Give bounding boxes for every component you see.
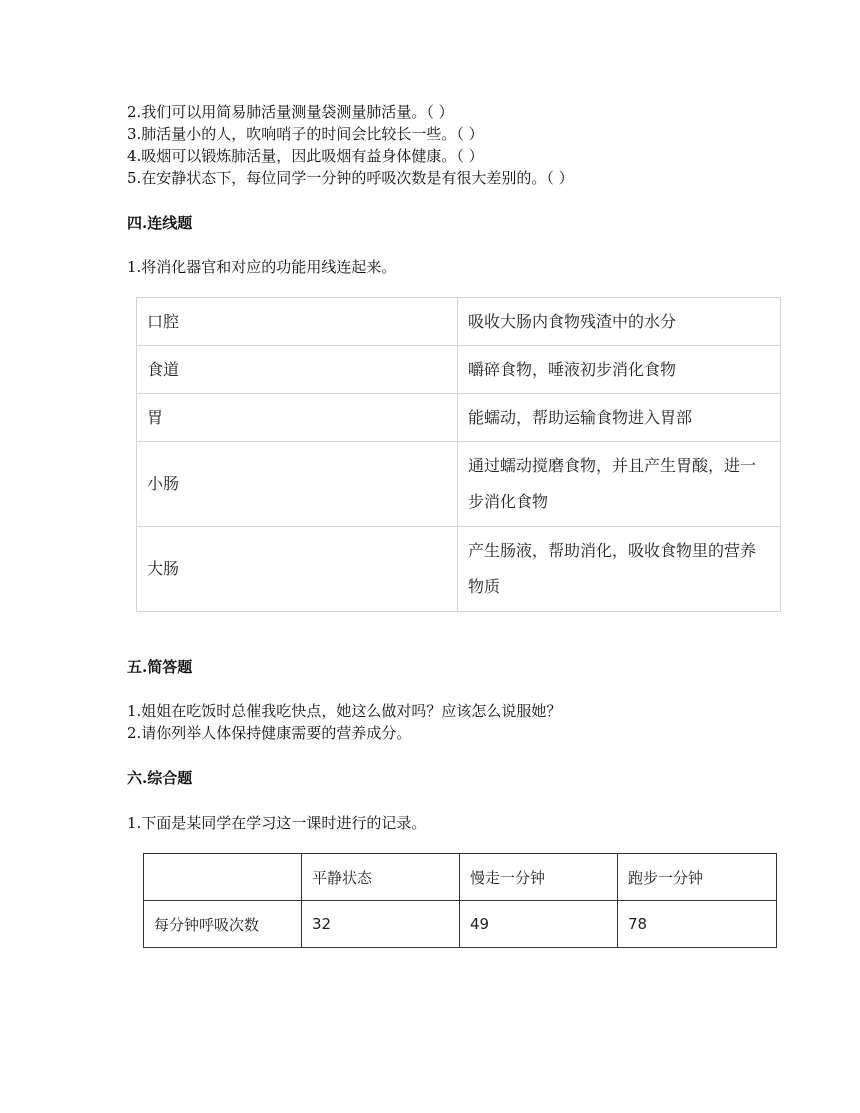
row-label-cell: 每分钟呼吸次数 — [144, 901, 302, 948]
function-cell: 嚼碎食物，唾液初步消化食物 — [458, 346, 781, 394]
record-table — [143, 853, 777, 948]
table-header-row — [144, 854, 777, 901]
organ-cell: 胃 — [137, 394, 458, 442]
matching-table — [136, 297, 781, 612]
table-row — [137, 394, 781, 442]
question-3-3: 3.肺活量小的人，吹响哨子的时间会比较长一些。（ ） — [127, 125, 484, 143]
function-cell: 吸收大肠内食物残渣中的水分 — [458, 298, 781, 346]
table-row — [137, 527, 781, 612]
question-3-2: 2.我们可以用简易肺活量测量袋测量肺活量。（ ） — [127, 103, 454, 121]
question-3-4: 4.吸烟可以锻炼肺活量，因此吸烟有益身体健康。（ ） — [127, 147, 484, 165]
question-5-1: 1.姐姐在吃饭时总催我吃快点，她这么做对吗？应该怎么说服她？ — [127, 702, 562, 720]
value-cell: 32 — [302, 901, 460, 948]
question-3-5: 5.在安静状态下，每位同学一分钟的呼吸次数是有很大差别的。（ ） — [127, 169, 574, 187]
table-row — [137, 298, 781, 346]
question-5-2: 2.请你列举人体保持健康需要的营养成分。 — [127, 724, 412, 742]
table-row — [144, 901, 777, 948]
header-cell: 跑步一分钟 — [618, 854, 777, 901]
organ-cell: 小肠 — [137, 442, 458, 527]
value-cell: 49 — [460, 901, 618, 948]
organ-cell: 食道 — [137, 346, 458, 394]
header-cell-empty — [144, 854, 302, 901]
header-cell: 平静状态 — [302, 854, 460, 901]
organ-cell: 大肠 — [137, 527, 458, 612]
section-5-heading: 五.简答题 — [127, 658, 193, 676]
section-4-heading: 四.连线题 — [127, 214, 193, 232]
value-cell: 78 — [618, 901, 777, 948]
function-cell: 产生肠液，帮助消化，吸收食物里的营养物质 — [458, 527, 781, 612]
function-cell: 通过蠕动搅磨食物，并且产生胃酸，进一步消化食物 — [458, 442, 781, 527]
table-row — [137, 346, 781, 394]
table-row — [137, 442, 781, 527]
question-4-1: 1.将消化器官和对应的功能用线连起来。 — [127, 258, 397, 276]
section-6-heading: 六.综合题 — [127, 769, 193, 787]
header-cell: 慢走一分钟 — [460, 854, 618, 901]
function-cell: 能蠕动，帮助运输食物进入胃部 — [458, 394, 781, 442]
organ-cell: 口腔 — [137, 298, 458, 346]
question-6-1: 1.下面是某同学在学习这一课时进行的记录。 — [127, 814, 427, 832]
